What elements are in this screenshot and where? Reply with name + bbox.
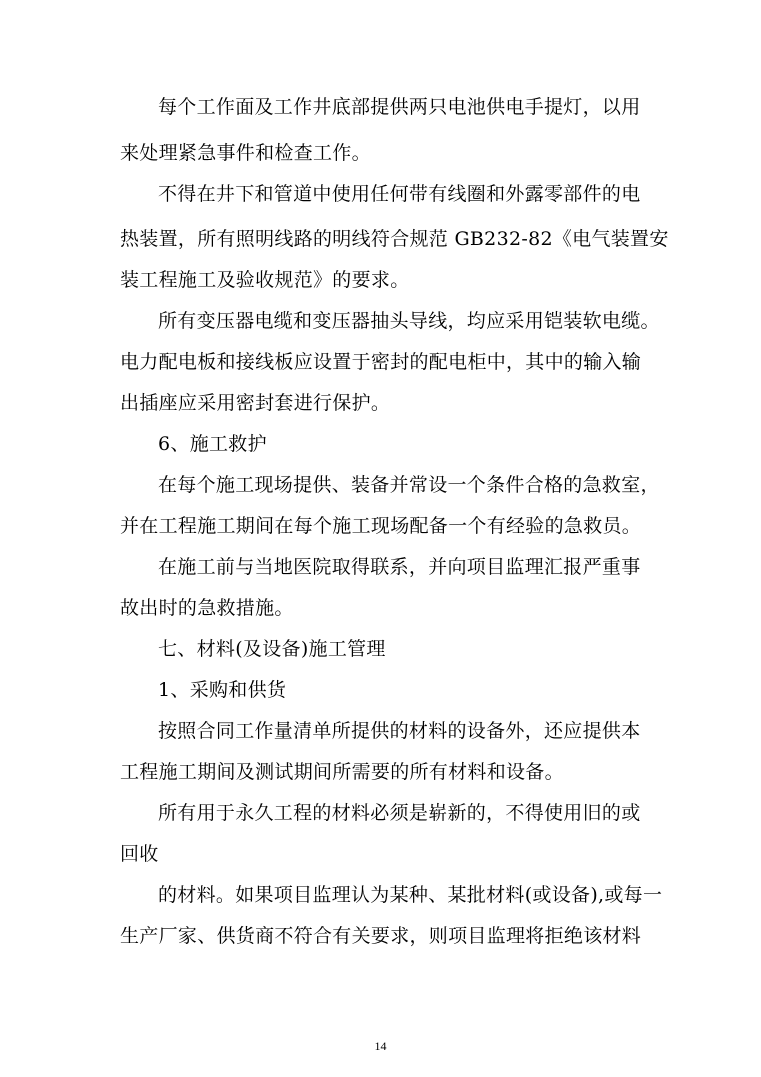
paragraph-line: 每个工作面及工作井底部提供两只电池供电手提灯，以用 [158,96,641,118]
paragraph-line: 故出时的急救措施。 [120,597,294,619]
paragraph-line: 在每个施工现场提供、装备并常设一个条件合格的急救室， [158,474,660,496]
paragraph-line: 出插座应采用密封套进行保护。 [120,392,391,414]
paragraph-line: 在施工前与当地医院取得联系，并向项目监理汇报严重事 [158,556,641,578]
paragraph-line: 所有变压器电缆和变压器抽头导线，均应采用铠装软电缆。 [158,310,660,332]
section-heading: 6、施工救护 [158,433,267,455]
paragraph-line: 装工程施工及验收规范》的要求。 [120,269,410,291]
section-heading: 1、采购和供货 [158,679,287,701]
paragraph-line: 回收 [120,843,159,865]
paragraph-line: 并在工程施工期间在每个施工现场配备一个有经验的急救员。 [120,515,642,537]
paragraph-line: 所有用于永久工程的材料必须是崭新的，不得使用旧的或 [158,802,641,824]
page-number: 14 [374,1039,387,1053]
paragraph-line: 来处理紧急事件和检查工作。 [120,142,371,164]
paragraph-line: 生产厂家、供货商不符合有关要求，则项目监理将拒绝该材料 [120,925,642,947]
paragraph-line: 工程施工期间及测试期间所需要的所有材料和设备。 [120,761,564,783]
paragraph-line: 不得在井下和管道中使用任何带有线圈和外露零部件的电 [158,183,641,205]
paragraph-line: 按照合同工作量清单所提供的材料的设备外，还应提供本 [158,720,641,742]
paragraph-line: 电力配电板和接线板应设置于密封的配电柜中，其中的输入输 [120,351,642,373]
paragraph-line: 热装置，所有照明线路的明线符合规范 GB232-82《电气装置安 [120,228,669,250]
paragraph-line: 的材料。如果项目监理认为某种、某批材料(或设备),或每一 [158,884,663,906]
section-heading: 七、材料(及设备)施工管理 [158,638,386,660]
